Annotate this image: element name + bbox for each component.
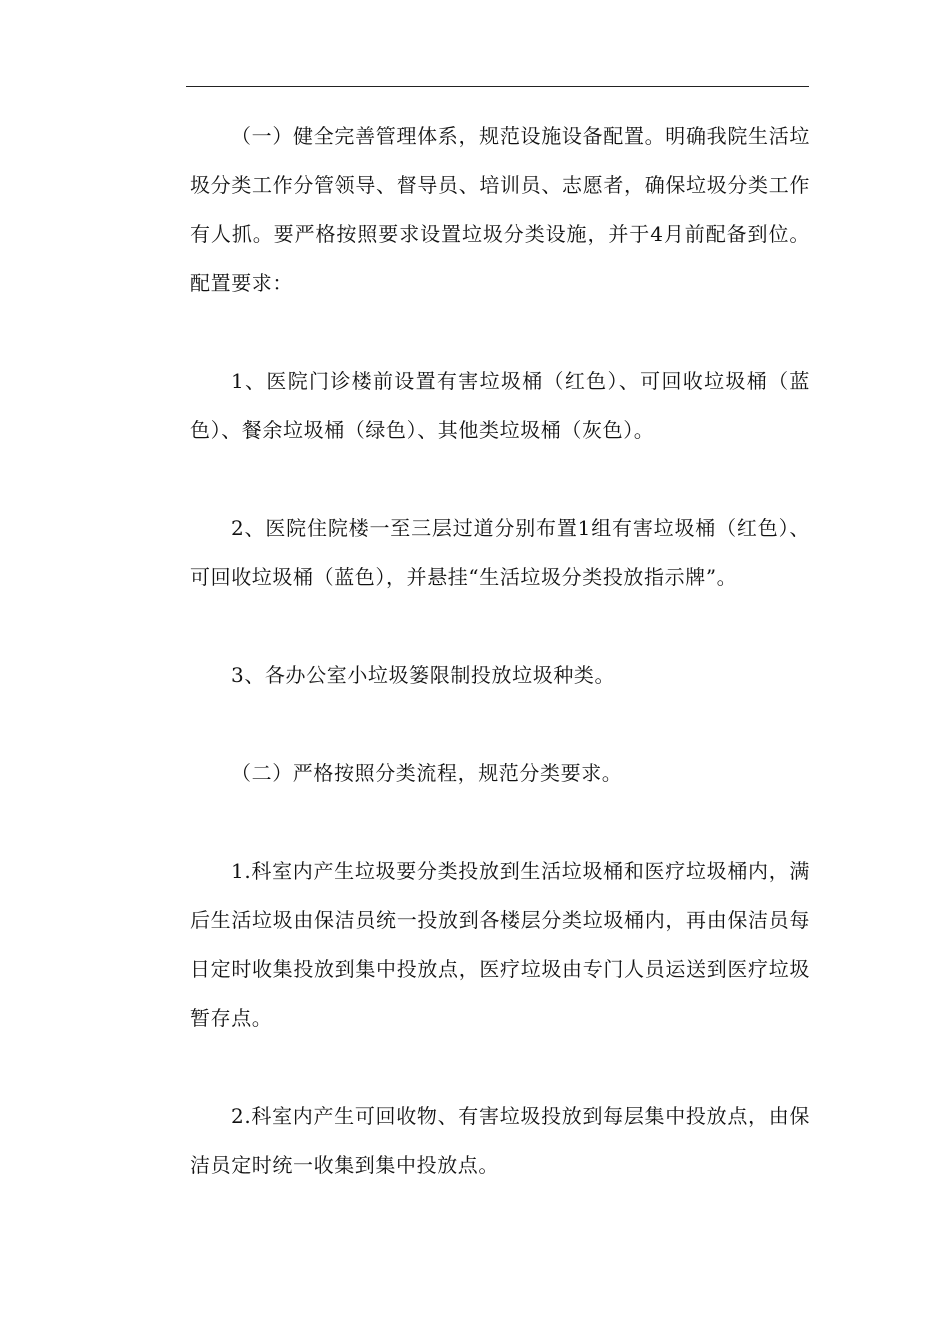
- paragraph-spacer: [190, 1043, 810, 1092]
- paragraph-item-1: 1、医院门诊楼前设置有害垃圾桶（红色）、可回收垃圾桶（蓝色）、餐余垃圾桶（绿色）、其他类垃圾桶（灰色）。: [190, 369, 810, 442]
- paragraph-step-1: 1.科室内产生垃圾要分类投放到生活垃圾桶和医疗垃圾桶内，满后生活垃圾由保洁员统一投放到各楼层分类垃圾桶内，再由保洁员每日定时收集投放到集中投放点，医疗垃圾由专门人员运送到医疗垃圾暂存点。: [190, 859, 810, 1030]
- paragraph-section-two: （二）严格按照分类流程，规范分类要求。: [231, 761, 623, 785]
- paragraph-spacer: [190, 700, 810, 749]
- paragraph-section-one: （一）健全完善管理体系，规范设施设备配置。明确我院生活垃圾分类工作分管领导、督导员、培训员、志愿者，确保垃圾分类工作有人抓。要严格按照要求设置垃圾分类设施，并于4月前配备到位。配置要求：: [190, 124, 810, 295]
- paragraph-item-3: 3、各办公室小垃圾篓限制投放垃圾种类。: [231, 663, 616, 687]
- header-rule: [186, 86, 809, 87]
- paragraph-step-2: 2.科室内产生可回收物、有害垃圾投放到每层集中投放点，由保洁员定时统一收集到集中投放点。: [190, 1104, 810, 1177]
- document-body: [190, 112, 810, 1190]
- paragraph-spacer: [190, 602, 810, 651]
- paragraph-item-2: 2、医院住院楼一至三层过道分别布置1组有害垃圾桶（红色）、可回收垃圾桶（蓝色），并悬挂“生活垃圾分类投放指示牌”。: [190, 516, 810, 589]
- paragraph-spacer: [190, 308, 810, 357]
- paragraph-spacer: [190, 455, 810, 504]
- paragraph-spacer: [190, 798, 810, 847]
